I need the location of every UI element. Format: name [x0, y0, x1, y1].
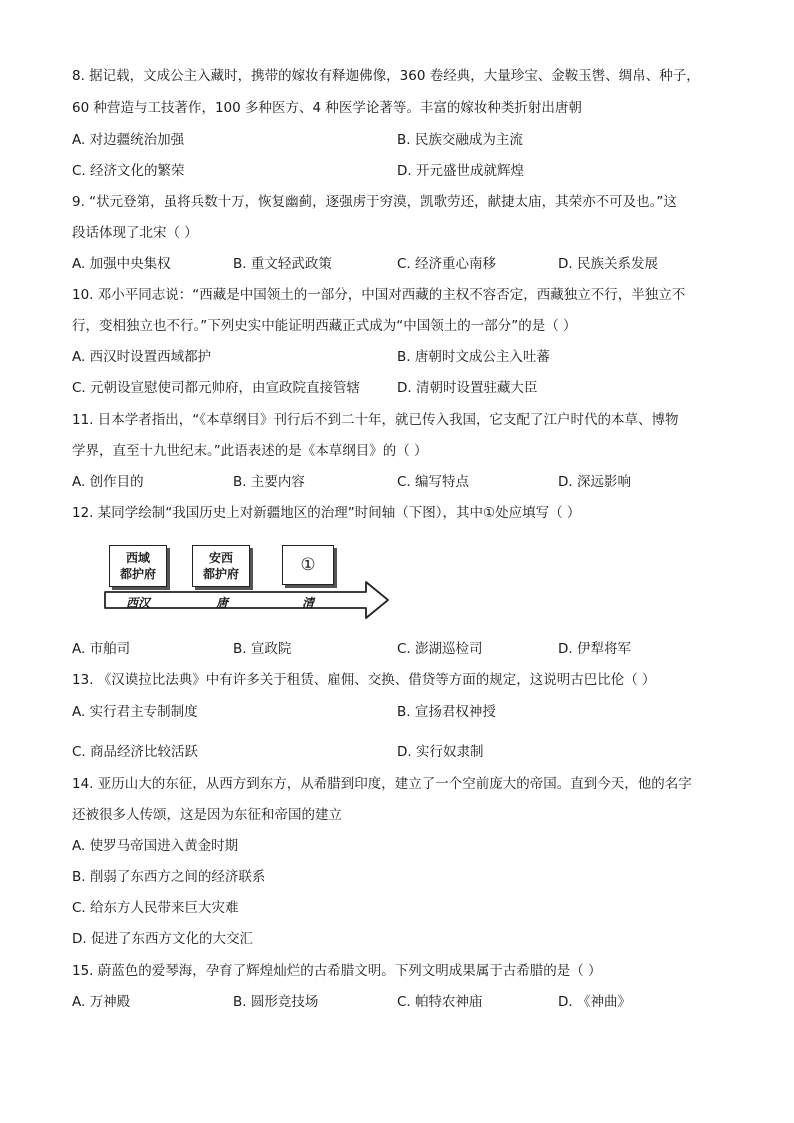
q10-stem-line2: 行，变相独立也不行。”下列史实中能证明西藏正式成为“中国领土的一部分”的是（ ）: [72, 318, 577, 334]
timeline-label-xihan: 西汉: [126, 596, 151, 610]
q12-stem-line1: 12. 某同学绘制“我国历史上对新疆地区的治理”时间轴（下图），其中①处应填写（ ）: [72, 505, 581, 521]
q8-stem-line2: 60 种营造与工技著作，100 多种医方、4 种医学论著等。丰富的嫁妆种类折射出唐朝: [72, 100, 582, 116]
q8-option-b: B. 民族交融成为主流: [397, 132, 523, 148]
q15-option-d: D. 《神曲》: [558, 994, 631, 1010]
q12-option-a: A. 市舶司: [72, 641, 131, 657]
q8-option-d: D. 开元盛世成就辉煌: [397, 163, 524, 179]
q13-stem-line1: 13. 《汉谟拉比法典》中有许多关于租赁、雇佣、交换、借贷等方面的规定，这说明古巴比伦（ ）: [72, 672, 656, 688]
q12-option-d: D. 伊犁将军: [558, 641, 631, 657]
q15-option-b: B. 圆形竞技场: [233, 994, 319, 1010]
timeline-box-xiyu-line1: 西域: [125, 551, 150, 565]
timeline-label-qing: 清: [302, 596, 315, 610]
q11-stem-line2: 学界，直至十九世纪末。”此语表述的是《本草纲目》的（ ）: [72, 443, 428, 459]
timeline-box-anxi-line2: 都护府: [202, 567, 239, 581]
timeline-box-anxi: [192, 545, 250, 587]
timeline-box-blank: ①: [282, 545, 334, 585]
q10-option-b: B. 唐朝时文成公主入吐蕃: [397, 349, 550, 365]
q13-option-c: C. 商品经济比较活跃: [72, 744, 199, 760]
q13-option-a: A. 实行君主专制制度: [72, 704, 198, 720]
q8-option-a: A. 对边疆统治加强: [72, 132, 185, 148]
timeline-box-xiyu: [109, 545, 167, 587]
q12-option-b: B. 宣政院: [233, 641, 292, 657]
q10-option-c: C. 元朝设宣慰使司都元帅府，由宣政院直接管辖: [72, 380, 361, 396]
q11-option-c: C. 编写特点: [397, 474, 470, 490]
q11-option-a: A. 创作目的: [72, 474, 144, 490]
q15-stem-line1: 15. 蔚蓝色的爱琴海，孕育了辉煌灿烂的古希腊文明。下列文明成果属于古希腊的是（ ）: [72, 963, 602, 979]
q9-stem-line1: 9. “状元登第，虽将兵数十万，恢复幽蓟，逐强虏于穷漠，凯歌劳还，献捷太庙，其荣亦不可及也。”这: [72, 194, 677, 210]
q14-option-a: A. 使罗马帝国进入黄金时期: [72, 838, 239, 854]
q9-option-a: A. 加强中央集权: [72, 256, 171, 272]
timeline-box-anxi-line1: 安西: [208, 551, 233, 565]
timeline-label-tang: 唐: [216, 596, 229, 610]
timeline-box-xiyu-line2: 都护府: [119, 567, 156, 581]
q13-option-b: B. 宣扬君权神授: [397, 704, 496, 720]
q14-stem-line2: 还被很多人传颂，这是因为东征和帝国的建立: [72, 807, 342, 823]
q9-stem-line2: 段话体现了北宋（ ）: [72, 225, 198, 241]
q9-option-c: C. 经济重心南移: [397, 256, 497, 272]
q9-option-b: B. 重文轻武政策: [233, 256, 332, 272]
q8-option-c: C. 经济文化的繁荣: [72, 163, 185, 179]
q10-option-a: A. 西汉时设置西域都护: [72, 349, 212, 365]
q15-option-a: A. 万神殿: [72, 994, 131, 1010]
q14-stem-line1: 14. 亚历山大的东征，从西方到东方，从希腊到印度，建立了一个空前庞大的帝国。直到今天，他的名字: [72, 776, 692, 792]
q9-option-d: D. 民族关系发展: [558, 256, 658, 272]
q13-option-d: D. 实行奴隶制: [397, 744, 484, 760]
q8-stem-line1: 8. 据记载，文成公主入藏时，携带的嫁妆有释迦佛像，360 卷经典，大量珍宝、金鞍玉辔、绸帛、种子，: [72, 68, 700, 84]
q11-stem-line1: 11. 日本学者指出，“《本草纲目》刊行后不到二十年，就已传入我国，它支配了江户时代的本草、博物: [72, 412, 679, 428]
q14-option-c: C. 给东方人民带来巨大灾难: [72, 900, 239, 916]
timeline-figure: [104, 540, 394, 622]
q12-option-c: C. 澎湖巡检司: [397, 641, 483, 657]
q11-option-b: B. 主要内容: [233, 474, 305, 490]
q14-option-d: D. 促进了东西方文化的大交汇: [72, 931, 253, 947]
q15-option-c: C. 帕特农神庙: [397, 994, 483, 1010]
q10-option-d: D. 清朝时设置驻藏大臣: [397, 380, 538, 396]
q14-option-b: B. 削弱了东西方之间的经济联系: [72, 869, 266, 885]
q11-option-d: D. 深远影响: [558, 474, 631, 490]
q10-stem-line1: 10. 邓小平同志说：“西藏是中国领土的一部分，中国对西藏的主权不容否定，西藏独立不行，半独立不: [72, 287, 686, 303]
